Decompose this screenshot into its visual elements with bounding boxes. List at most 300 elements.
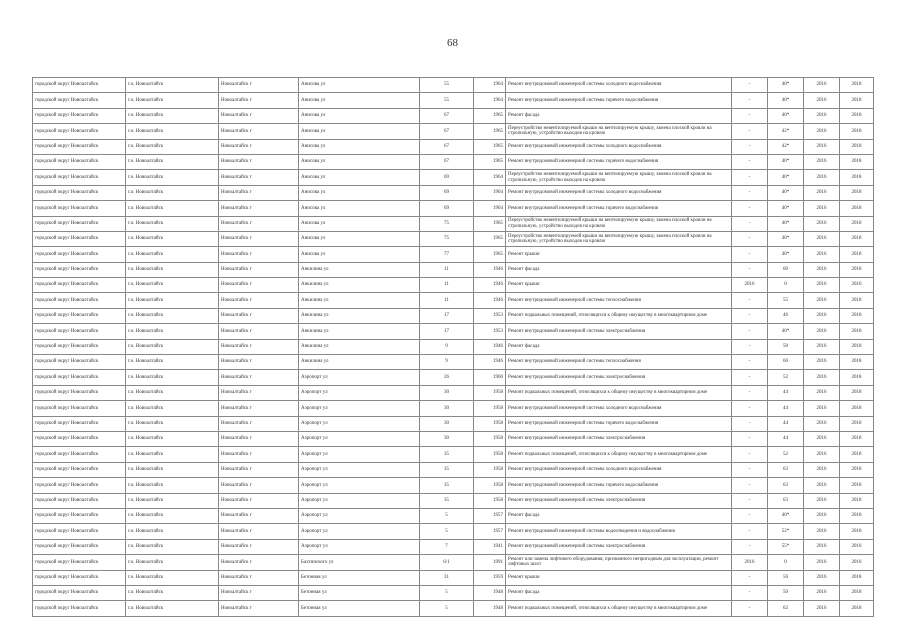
city-cell: Новоалтайск г <box>219 293 299 308</box>
plan-start-cell: 2016 <box>804 601 840 616</box>
year-built-cell: 1965 <box>474 247 506 262</box>
done-year-cell: - <box>732 185 768 200</box>
wear-percent-cell: 40* <box>768 154 804 169</box>
work-type-cell: Ремонт подвальных помещений, относящихся к общему имуществу в многоквартирном доме <box>506 447 732 462</box>
city-cell: Новоалтайск г <box>219 78 299 93</box>
plan-end-cell: 2018 <box>840 185 874 200</box>
street-cell: Анкилина ул <box>299 308 420 323</box>
street-cell: Анисова ул <box>299 78 420 93</box>
year-built-cell: 1946 <box>474 339 506 354</box>
wear-percent-cell: 55 <box>768 293 804 308</box>
work-type-cell: Ремонт внутридомовой инженерной системы холодного водоснабжения <box>506 78 732 93</box>
done-year-cell: - <box>732 370 768 385</box>
municipality-cell: городской округ Новоалтайск <box>33 293 126 308</box>
district-cell: г.о. Новоалтайск <box>126 324 219 339</box>
year-built-cell: 1965 <box>474 154 506 169</box>
house-number-cell: 69 <box>420 185 474 200</box>
wear-percent-cell: 40* <box>768 93 804 108</box>
year-built-cell: 1948 <box>474 585 506 600</box>
municipality-cell: городской округ Новоалтайск <box>33 124 126 139</box>
street-cell: Анкилина ул <box>299 355 420 370</box>
city-cell: Новоалтайск г <box>219 216 299 231</box>
street-cell: Аэропорт ул <box>299 493 420 508</box>
house-number-cell: 75 <box>420 216 474 231</box>
house-number-cell: 9 <box>420 355 474 370</box>
wear-percent-cell: 50 <box>768 585 804 600</box>
table-row <box>33 293 874 308</box>
house-number-cell: 35 <box>420 478 474 493</box>
work-type-cell: Переустройство невентилируемой крыши на вентилируемую крышу, замена плоской кровли на стропильную, устройство выходов на кровлю <box>506 231 732 246</box>
table-row <box>33 201 874 216</box>
municipality-cell: городской округ Новоалтайск <box>33 370 126 385</box>
wear-percent-cell: 46 <box>768 308 804 323</box>
house-number-cell: 17 <box>420 308 474 323</box>
work-type-cell: Ремонт внутридомовой инженерной системы холодного водоснабжения <box>506 185 732 200</box>
street-cell: Бахтинского ул <box>299 555 420 570</box>
district-cell: г.о. Новоалтайск <box>126 447 219 462</box>
work-type-cell: Ремонт фасада <box>506 339 732 354</box>
wear-percent-cell: 44 <box>768 416 804 431</box>
done-year-cell: - <box>732 324 768 339</box>
municipality-cell: городской округ Новоалтайск <box>33 539 126 554</box>
year-built-cell: 1991 <box>474 555 506 570</box>
work-type-cell: Ремонт крыши <box>506 278 732 293</box>
table-row <box>33 570 874 585</box>
done-year-cell: - <box>732 170 768 185</box>
wear-percent-cell: 40* <box>768 108 804 123</box>
work-type-cell: Ремонт внутридомовой инженерной системы холодного водоснабжения <box>506 401 732 416</box>
plan-start-cell: 2016 <box>804 247 840 262</box>
wear-percent-cell: 50 <box>768 339 804 354</box>
year-built-cell: 1953 <box>474 324 506 339</box>
house-number-cell: 75 <box>420 231 474 246</box>
street-cell: Аэропорт ул <box>299 431 420 446</box>
year-built-cell: 1964 <box>474 185 506 200</box>
done-year-cell: - <box>732 154 768 169</box>
work-type-cell: Ремонт внутридомовой инженерной системы горячего водоснабжения <box>506 201 732 216</box>
house-number-cell: 67 <box>420 154 474 169</box>
street-cell: Анисова ул <box>299 216 420 231</box>
plan-start-cell: 2016 <box>804 478 840 493</box>
city-cell: Новоалтайск г <box>219 108 299 123</box>
city-cell: Новоалтайск г <box>219 201 299 216</box>
table-row <box>33 278 874 293</box>
year-built-cell: 1964 <box>474 93 506 108</box>
wear-percent-cell: 40* <box>768 201 804 216</box>
year-built-cell: 1965 <box>474 231 506 246</box>
plan-start-cell: 2016 <box>804 585 840 600</box>
done-year-cell: - <box>732 355 768 370</box>
district-cell: г.о. Новоалтайск <box>126 201 219 216</box>
city-cell: Новоалтайск г <box>219 401 299 416</box>
work-type-cell: Ремонт внутридомовой инженерной системы электроснабжения <box>506 324 732 339</box>
wear-percent-cell: 62 <box>768 601 804 616</box>
plan-end-cell: 2016 <box>840 555 874 570</box>
street-cell: Анкилина ул <box>299 339 420 354</box>
wear-percent-cell: 40* <box>768 247 804 262</box>
plan-end-cell: 2018 <box>840 139 874 154</box>
municipality-cell: городской округ Новоалтайск <box>33 154 126 169</box>
district-cell: г.о. Новоалтайск <box>126 231 219 246</box>
municipality-cell: городской округ Новоалтайск <box>33 416 126 431</box>
table-row <box>33 370 874 385</box>
district-cell: г.о. Новоалтайск <box>126 355 219 370</box>
work-type-cell: Переустройство невентилируемой крыши на вентилируемую крышу, замена плоской кровли на стропильную, устройство выходов на кровлю <box>506 170 732 185</box>
district-cell: г.о. Новоалтайск <box>126 539 219 554</box>
district-cell: г.о. Новоалтайск <box>126 78 219 93</box>
table-row <box>33 93 874 108</box>
table-row <box>33 262 874 277</box>
work-type-cell: Ремонт подвальных помещений, относящихся к общему имуществу в многоквартирном доме <box>506 601 732 616</box>
year-built-cell: 1958 <box>474 416 506 431</box>
year-built-cell: 1958 <box>474 478 506 493</box>
city-cell: Новоалтайск г <box>219 370 299 385</box>
plan-end-cell: 2018 <box>840 585 874 600</box>
wear-percent-cell: 42* <box>768 139 804 154</box>
street-cell: Бетонная ул <box>299 570 420 585</box>
street-cell: Аэропорт ул <box>299 462 420 477</box>
city-cell: Новоалтайск г <box>219 170 299 185</box>
done-year-cell: - <box>732 231 768 246</box>
municipality-cell: городской округ Новоалтайск <box>33 308 126 323</box>
wear-percent-cell: 0 <box>768 555 804 570</box>
done-year-cell: - <box>732 539 768 554</box>
plan-start-cell: 2016 <box>804 385 840 400</box>
street-cell: Аэропорт ул <box>299 447 420 462</box>
plan-start-cell: 2016 <box>804 308 840 323</box>
plan-end-cell: 2018 <box>840 216 874 231</box>
table-row <box>33 478 874 493</box>
municipality-cell: городской округ Новоалтайск <box>33 447 126 462</box>
house-number-cell: 31 <box>420 570 474 585</box>
year-built-cell: 1965 <box>474 216 506 231</box>
district-cell: г.о. Новоалтайск <box>126 555 219 570</box>
table-row <box>33 78 874 93</box>
wear-percent-cell: 63 <box>768 462 804 477</box>
municipality-cell: городской округ Новоалтайск <box>33 585 126 600</box>
plan-end-cell: 2018 <box>840 447 874 462</box>
table-row <box>33 447 874 462</box>
work-type-cell: Ремонт фасада <box>506 108 732 123</box>
house-number-cell: 7 <box>420 539 474 554</box>
plan-start-cell: 2016 <box>804 262 840 277</box>
plan-end-cell: 2018 <box>840 201 874 216</box>
house-number-cell: 69 <box>420 201 474 216</box>
done-year-cell: - <box>732 385 768 400</box>
street-cell: Анкилина ул <box>299 278 420 293</box>
municipality-cell: городской округ Новоалтайск <box>33 524 126 539</box>
table-row <box>33 585 874 600</box>
done-year-cell: - <box>732 462 768 477</box>
year-built-cell: 1958 <box>474 401 506 416</box>
district-cell: г.о. Новоалтайск <box>126 216 219 231</box>
city-cell: Новоалтайск г <box>219 601 299 616</box>
municipality-cell: городской округ Новоалтайск <box>33 93 126 108</box>
street-cell: Аэропорт ул <box>299 539 420 554</box>
municipality-cell: городской округ Новоалтайск <box>33 339 126 354</box>
street-cell: Аэропорт ул <box>299 401 420 416</box>
house-number-cell: 5 <box>420 601 474 616</box>
house-number-cell: 5 <box>420 508 474 523</box>
year-built-cell: 1965 <box>474 124 506 139</box>
house-number-cell: 9 <box>420 339 474 354</box>
table-row <box>33 524 874 539</box>
table-row <box>33 431 874 446</box>
work-type-cell: Ремонт фасада <box>506 508 732 523</box>
city-cell: Новоалтайск г <box>219 262 299 277</box>
table-row <box>33 339 874 354</box>
city-cell: Новоалтайск г <box>219 185 299 200</box>
street-cell: Анисова ул <box>299 247 420 262</box>
work-type-cell: Ремонт внутридомовой инженерной системы электроснабжения <box>506 370 732 385</box>
plan-start-cell: 2016 <box>804 170 840 185</box>
district-cell: г.о. Новоалтайск <box>126 262 219 277</box>
table-row <box>33 231 874 246</box>
wear-percent-cell: 44 <box>768 385 804 400</box>
work-type-cell: Ремонт фасада <box>506 262 732 277</box>
house-number-cell: 17 <box>420 324 474 339</box>
year-built-cell: 1965 <box>474 108 506 123</box>
street-cell: Бетонная ул <box>299 585 420 600</box>
house-number-cell: 35 <box>420 447 474 462</box>
street-cell: Аэропорт ул <box>299 385 420 400</box>
municipality-cell: городской округ Новоалтайск <box>33 78 126 93</box>
wear-percent-cell: 44 <box>768 401 804 416</box>
table-row <box>33 216 874 231</box>
plan-end-cell: 2018 <box>840 339 874 354</box>
house-number-cell: 6/1 <box>420 555 474 570</box>
plan-start-cell: 2016 <box>804 508 840 523</box>
table-row <box>33 355 874 370</box>
plan-end-cell: 2018 <box>840 431 874 446</box>
wear-percent-cell: 40* <box>768 216 804 231</box>
plan-end-cell: 2018 <box>840 262 874 277</box>
house-number-cell: 11 <box>420 262 474 277</box>
work-type-cell: Ремонт внутридомовой инженерной системы холодного водоснабжения <box>506 462 732 477</box>
plan-end-cell: 2018 <box>840 308 874 323</box>
table-row <box>33 555 874 570</box>
street-cell: Бетонная ул <box>299 601 420 616</box>
city-cell: Новоалтайск г <box>219 431 299 446</box>
table-row <box>33 108 874 123</box>
plan-end-cell: 2018 <box>840 416 874 431</box>
done-year-cell: - <box>732 416 768 431</box>
work-type-cell: Ремонт крыши <box>506 247 732 262</box>
house-number-cell: 30 <box>420 431 474 446</box>
district-cell: г.о. Новоалтайск <box>126 185 219 200</box>
house-number-cell: 11 <box>420 293 474 308</box>
year-built-cell: 1958 <box>474 462 506 477</box>
done-year-cell: - <box>732 108 768 123</box>
work-type-cell: Ремонт внутридомовой инженерной системы теплоснабжения <box>506 355 732 370</box>
work-type-cell: Переустройство невентилируемой крыши на вентилируемую крышу, замена плоской кровли на стропильную, устройство выходов на кровлю <box>506 124 732 139</box>
house-number-cell: 5 <box>420 524 474 539</box>
done-year-cell: - <box>732 93 768 108</box>
work-type-cell: Ремонт внутридомовой инженерной системы электроснабжения <box>506 539 732 554</box>
city-cell: Новоалтайск г <box>219 124 299 139</box>
table-row <box>33 308 874 323</box>
plan-start-cell: 2016 <box>804 216 840 231</box>
work-type-cell: Ремонт внутридомовой инженерной системы горячего водоснабжения <box>506 154 732 169</box>
year-built-cell: 1964 <box>474 170 506 185</box>
table-row <box>33 462 874 477</box>
work-type-cell: Ремонт крыши <box>506 570 732 585</box>
table-row <box>33 601 874 616</box>
wear-percent-cell: 44 <box>768 431 804 446</box>
year-built-cell: 1964 <box>474 78 506 93</box>
plan-end-cell: 2018 <box>840 570 874 585</box>
wear-percent-cell: 55* <box>768 539 804 554</box>
done-year-cell: 2016 <box>732 555 768 570</box>
house-number-cell: 69 <box>420 170 474 185</box>
street-cell: Анисова ул <box>299 201 420 216</box>
street-cell: Анкилина ул <box>299 293 420 308</box>
plan-start-cell: 2016 <box>804 201 840 216</box>
wear-percent-cell: 40* <box>768 78 804 93</box>
wear-percent-cell: 63 <box>768 478 804 493</box>
municipality-cell: городской округ Новоалтайск <box>33 508 126 523</box>
done-year-cell: - <box>732 478 768 493</box>
table-row <box>33 508 874 523</box>
district-cell: г.о. Новоалтайск <box>126 170 219 185</box>
wear-percent-cell: 52 <box>768 370 804 385</box>
plan-start-cell: 2016 <box>804 293 840 308</box>
year-built-cell: 1964 <box>474 201 506 216</box>
plan-start-cell: 2016 <box>804 401 840 416</box>
year-built-cell: 1957 <box>474 524 506 539</box>
work-type-cell: Ремонт внутридомовой инженерной системы горячего водоснабжения <box>506 416 732 431</box>
street-cell: Аэропорт ул <box>299 524 420 539</box>
municipality-cell: городской округ Новоалтайск <box>33 201 126 216</box>
table-row <box>33 401 874 416</box>
municipality-cell: городской округ Новоалтайск <box>33 462 126 477</box>
year-built-cell: 1957 <box>474 508 506 523</box>
work-type-cell: Ремонт внутридомовой инженерной системы горячего водоснабжения <box>506 478 732 493</box>
plan-start-cell: 2016 <box>804 539 840 554</box>
plan-start-cell: 2016 <box>804 231 840 246</box>
wear-percent-cell: 52 <box>768 447 804 462</box>
wear-percent-cell: 40* <box>768 170 804 185</box>
table-row <box>33 185 874 200</box>
house-number-cell: 30 <box>420 416 474 431</box>
year-built-cell: 1965 <box>474 139 506 154</box>
plan-start-cell: 2016 <box>804 108 840 123</box>
work-type-cell: Ремонт подвальных помещений, относящихся к общему имуществу в многоквартирном доме <box>506 385 732 400</box>
street-cell: Аэропорт ул <box>299 478 420 493</box>
house-number-cell: 26 <box>420 370 474 385</box>
work-type-cell: Ремонт внутридомовой инженерной системы теплоснабжения <box>506 293 732 308</box>
table-row <box>33 385 874 400</box>
plan-start-cell: 2016 <box>804 370 840 385</box>
city-cell: Новоалтайск г <box>219 478 299 493</box>
house-number-cell: 35 <box>420 462 474 477</box>
district-cell: г.о. Новоалтайск <box>126 462 219 477</box>
municipality-cell: городской округ Новоалтайск <box>33 231 126 246</box>
year-built-cell: 1948 <box>474 601 506 616</box>
street-cell: Анисова ул <box>299 93 420 108</box>
municipality-cell: городской округ Новоалтайск <box>33 170 126 185</box>
house-number-cell: 67 <box>420 124 474 139</box>
done-year-cell: 2016 <box>732 278 768 293</box>
table-row <box>33 124 874 139</box>
street-cell: Аэропорт ул <box>299 370 420 385</box>
municipality-cell: городской округ Новоалтайск <box>33 385 126 400</box>
work-type-cell: Ремонт внутридомовой инженерной системы холодного водоснабжения <box>506 139 732 154</box>
district-cell: г.о. Новоалтайск <box>126 108 219 123</box>
work-type-cell: Ремонт внутридомовой инженерной системы горячего водоснабжения <box>506 93 732 108</box>
done-year-cell: - <box>732 262 768 277</box>
street-cell: Анкилина ул <box>299 262 420 277</box>
wear-percent-cell: 40* <box>768 185 804 200</box>
year-built-cell: 1960 <box>474 370 506 385</box>
wear-percent-cell: 52* <box>768 524 804 539</box>
done-year-cell: - <box>732 570 768 585</box>
wear-percent-cell: 63 <box>768 493 804 508</box>
house-number-cell: 55 <box>420 78 474 93</box>
city-cell: Новоалтайск г <box>219 247 299 262</box>
plan-start-cell: 2016 <box>804 570 840 585</box>
year-built-cell: 1946 <box>474 262 506 277</box>
municipality-cell: городской округ Новоалтайск <box>33 216 126 231</box>
district-cell: г.о. Новоалтайск <box>126 401 219 416</box>
district-cell: г.о. Новоалтайск <box>126 247 219 262</box>
plan-end-cell: 2018 <box>840 324 874 339</box>
city-cell: Новоалтайск г <box>219 539 299 554</box>
page-number: 68 <box>447 37 458 49</box>
plan-end-cell: 2018 <box>840 154 874 169</box>
house-number-cell: 67 <box>420 139 474 154</box>
plan-start-cell: 2016 <box>804 78 840 93</box>
house-number-cell: 5 <box>420 585 474 600</box>
plan-end-cell: 2018 <box>840 170 874 185</box>
house-number-cell: 30 <box>420 401 474 416</box>
done-year-cell: - <box>732 431 768 446</box>
city-cell: Новоалтайск г <box>219 339 299 354</box>
done-year-cell: - <box>732 216 768 231</box>
district-cell: г.о. Новоалтайск <box>126 308 219 323</box>
year-built-cell: 1946 <box>474 278 506 293</box>
municipality-cell: городской округ Новоалтайск <box>33 431 126 446</box>
plan-end-cell: 2018 <box>840 108 874 123</box>
done-year-cell: - <box>732 308 768 323</box>
house-number-cell: 30 <box>420 385 474 400</box>
plan-end-cell: 2018 <box>840 293 874 308</box>
wear-percent-cell: 40* <box>768 508 804 523</box>
municipality-cell: городской округ Новоалтайск <box>33 493 126 508</box>
street-cell: Анисова ул <box>299 108 420 123</box>
city-cell: Новоалтайск г <box>219 416 299 431</box>
plan-end-cell: 2018 <box>840 124 874 139</box>
done-year-cell: - <box>732 124 768 139</box>
plan-start-cell: 2016 <box>804 324 840 339</box>
municipality-cell: городской округ Новоалтайск <box>33 247 126 262</box>
table-row <box>33 170 874 185</box>
plan-start-cell: 2016 <box>804 93 840 108</box>
municipality-cell: городской округ Новоалтайск <box>33 555 126 570</box>
year-built-cell: 1946 <box>474 355 506 370</box>
street-cell: Анисова ул <box>299 185 420 200</box>
plan-end-cell: 2018 <box>840 370 874 385</box>
plan-start-cell: 2016 <box>804 462 840 477</box>
year-built-cell: 1958 <box>474 447 506 462</box>
plan-start-cell: 2016 <box>804 154 840 169</box>
wear-percent-cell: 60 <box>768 262 804 277</box>
wear-percent-cell: 60 <box>768 355 804 370</box>
year-built-cell: 1959 <box>474 570 506 585</box>
city-cell: Новоалтайск г <box>219 585 299 600</box>
plan-end-cell: 2018 <box>840 78 874 93</box>
year-built-cell: 1958 <box>474 493 506 508</box>
